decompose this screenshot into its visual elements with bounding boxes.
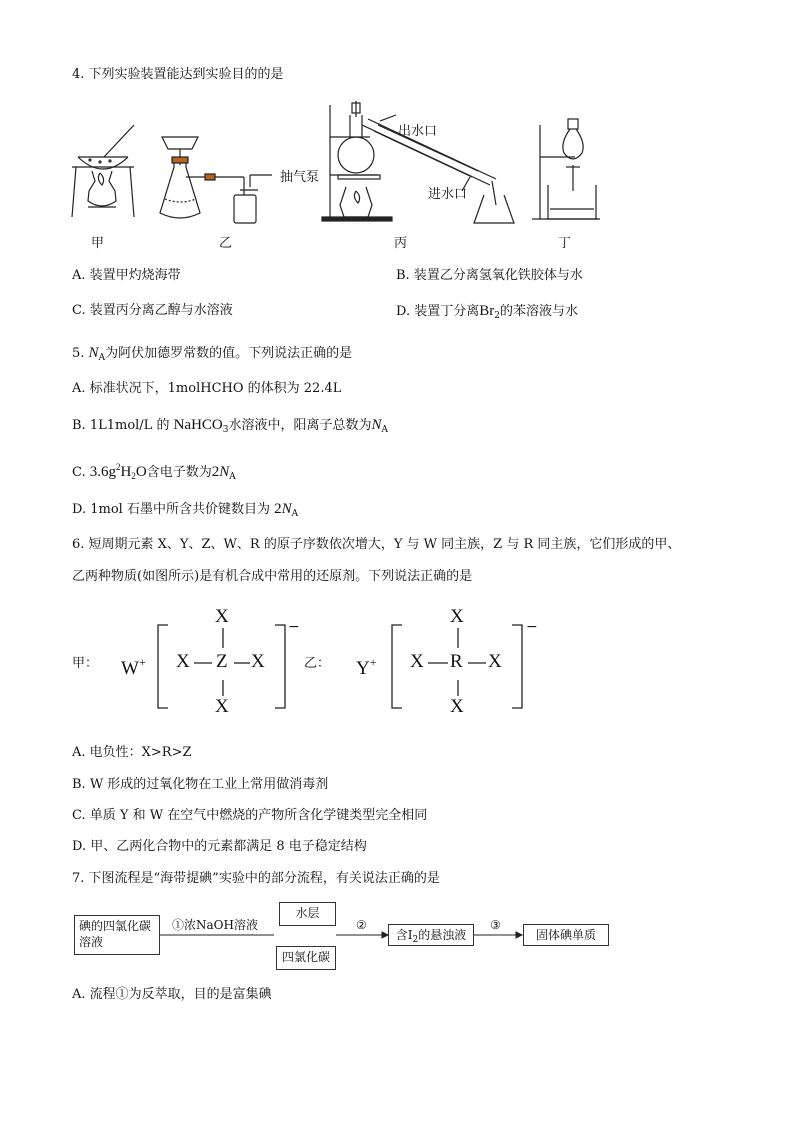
- brackets: [0, 600, 794, 740]
- flow-step-2: ②: [356, 918, 367, 932]
- label-pump: 抽气泵: [280, 170, 320, 185]
- q6-option-d: D. 甲、乙两化合物中的元素都满足 8 电子稳定结构: [72, 839, 367, 854]
- flow-box-solid-iodine: 固体碘单质: [523, 924, 609, 946]
- struct1-x-bottom: X: [215, 696, 229, 717]
- q5-option-a: A. 标准状况下，1molHCHO 的体积为 22.4L: [72, 381, 342, 396]
- label-jia: 甲: [91, 236, 105, 251]
- label-inlet: 进水口: [428, 187, 468, 202]
- struct2-x-left: X: [410, 651, 424, 672]
- question-6-stem-line2: 乙两种物质(如图所示)是有机合成中常用的还原剂。下列说法正确的是: [72, 569, 473, 584]
- label-jia-struct: 甲：: [72, 656, 99, 671]
- apparatus-yi: [160, 137, 272, 223]
- flow-step-3: ③: [490, 918, 501, 932]
- flow-box-suspension: 含$I_2$的悬浊液: [388, 924, 474, 946]
- cation-w: W+: [121, 655, 146, 679]
- label-bing: 丙: [394, 236, 408, 251]
- q4-option-d: D. 装置丁分离$Br_2$的苯溶液与水: [396, 303, 578, 321]
- struct1-charge: −: [288, 619, 300, 635]
- label-yi: 乙: [219, 236, 233, 251]
- question-6-stem-line1: 6. 短周期元素 X、Y、Z、W、R 的原子序数依次增大，Y 与 W 同主族，Z 与 R 同主族，它们形成的甲、: [72, 537, 681, 552]
- question-5-stem: 5. $N_A$为阿伏加德罗常数的值。下列说法正确的是: [72, 345, 353, 363]
- struct1-x-right: X: [251, 651, 265, 672]
- label-outlet: 出水口: [398, 124, 438, 139]
- q5-option-c: C. $3.6g^2H_2O$含电子数为$2N_A$: [72, 462, 236, 482]
- struct1-z: Z: [216, 651, 228, 672]
- q5-option-b: B. 1L1mol/L 的 NaHCO$_3$水溶液中，阳离子总数为$N_A$: [72, 417, 389, 435]
- q6-option-a: A. 电负性：X>R>Z: [72, 745, 192, 760]
- struct2-x-right: X: [488, 651, 502, 672]
- struct2-r: R: [450, 651, 463, 672]
- struct1-x-left: X: [176, 651, 190, 672]
- question-7-stem: 7. 下图流程是“海带提碘”实验中的部分流程，有关说法正确的是: [72, 871, 440, 886]
- flow-box-water-layer: 水层: [279, 902, 336, 926]
- struct2-x-bottom: X: [450, 696, 464, 717]
- q4-option-b: B. 装置乙分离氢氧化铁胶体与水: [396, 268, 583, 283]
- apparatus-bing: [322, 101, 514, 223]
- flow-box-iodine-ccl4: 碘的四氯化碳 溶液: [74, 915, 160, 955]
- flow-step-1: ①浓NaOH溶液: [172, 918, 258, 932]
- q5-option-d: D. 1mol 石墨中所含共价键数目为 $2N_A$: [72, 501, 299, 519]
- q7-option-a: A. 流程①为反萃取，目的是富集碘: [72, 987, 272, 1002]
- question-4-stem: 4. 下列实验装置能达到实验目的的是: [72, 67, 284, 82]
- struct1-x-top: X: [215, 606, 229, 627]
- q4-option-a: A. 装置甲灼烧海带: [72, 268, 181, 283]
- struct2-charge: −: [526, 619, 538, 635]
- apparatus-jia: [72, 125, 134, 217]
- q4-option-c: C. 装置丙分离乙醇与水溶液: [72, 303, 233, 318]
- apparatus-figure: [0, 95, 794, 295]
- label-yi-struct: 乙：: [304, 656, 331, 671]
- struct2-x-top: X: [450, 606, 464, 627]
- q6-option-c: C. 单质 Y 和 W 在空气中燃烧的产物所含化学键类型完全相同: [72, 808, 428, 823]
- cation-y: Y+: [356, 655, 377, 679]
- label-ding: 丁: [558, 236, 572, 251]
- q6-option-b: B. W 形成的过氧化物在工业上常用做消毒剂: [72, 777, 329, 792]
- apparatus-ding: [532, 119, 600, 219]
- flow-box-ccl4: 四氯化碳: [276, 946, 336, 970]
